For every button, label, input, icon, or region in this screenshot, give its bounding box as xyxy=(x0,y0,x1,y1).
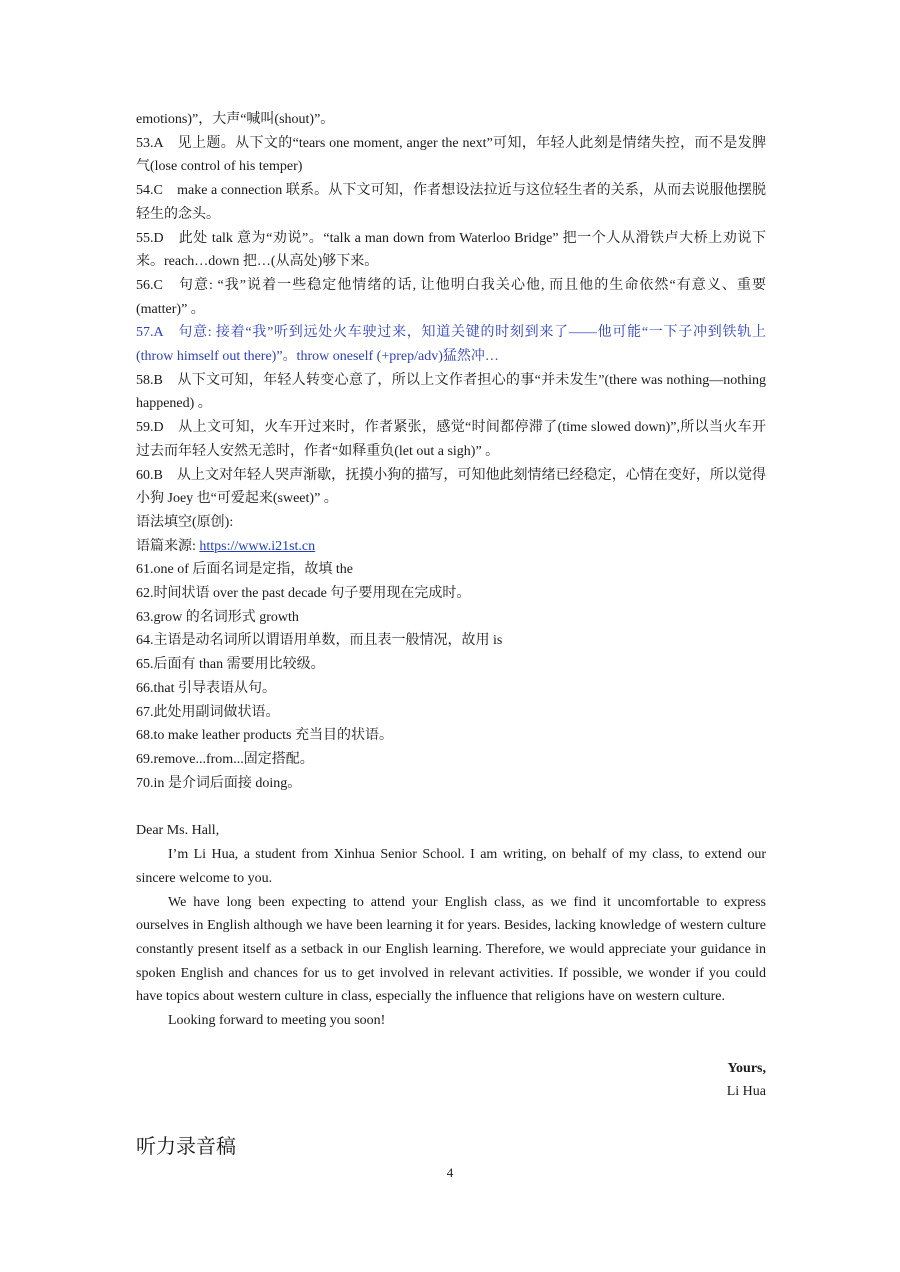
grammar-item-62: 62.时间状语 over the past decade 句子要用现在完成时。 xyxy=(136,586,471,602)
page-number: 4 xyxy=(446,1165,454,1180)
grammar-item-63: 63.grow 的名词形式 growth xyxy=(136,609,299,625)
grammar-item-61: 61.one of 后面名词是定指，故填 the xyxy=(136,562,353,578)
answer-53: 53.A 见上题。从下文的“tears one moment, anger the next”可知，年轻人此刻是情绪失控，而不是发脾气(lose control of his temper) xyxy=(136,135,766,175)
answer-60: 60.B 从上文对年轻人哭声渐歇，抚摸小狗的描写，可知他此刻情绪已经稳定，心情在变好，所以觉得小狗 Joey 也“可爱起来(sweet)” 。 xyxy=(136,467,766,507)
answer-55: 55.D 此处 talk 意为“劝说”。“talk a man down from Waterloo Bridge” 把一个人从滑铁卢大桥上劝说下来。reach…down 把…(从高处)够下来。 xyxy=(136,230,766,270)
grammar-item-65: 65.后面有 than 需要用比较级。 xyxy=(136,657,325,673)
page-content xyxy=(136,108,766,1104)
spacer xyxy=(136,795,766,819)
grammar-source xyxy=(136,535,766,559)
grammar-item-66: 66.that 引导表语从句。 xyxy=(136,680,276,696)
letter-closing: Yours, xyxy=(727,1060,766,1076)
answer-58: 58.B 从下文可知，年轻人转变心意了，所以上文作者担心的事“并未发生”(there was nothing—nothing happened) 。 xyxy=(136,372,766,412)
letter-paragraph: I’m Li Hua, a student from Xinhua Senior School. I am writing, on behalf of my class, to extend our sincere welcome to you. xyxy=(136,847,766,886)
grammar-title: 语法填空(原创): xyxy=(136,514,234,530)
letter-signature: Li Hua xyxy=(726,1084,766,1100)
section-heading: 听力录音稿 xyxy=(136,1136,236,1158)
answer-54: 54.C make a connection 联系。从下文可知，作者想设法拉近与这位轻生者的关系，从而去说服他摆脱轻生的念头。 xyxy=(136,183,766,222)
letter-paragraph: Looking forward to meeting you soon! xyxy=(168,1013,386,1029)
answer-57: 57.A 句意: 接着“我”听到远处火车驶过来，知道关键的时刻到来了——他可能“一下子冲到铁轨上(throw himself out there)”。throw oneself (+prep/adv)猛然冲… xyxy=(136,325,766,365)
source-link[interactable]: https://www.i21st.cn xyxy=(199,538,316,554)
grammar-item-64: 64.主语是动名词所以谓语用单数，而且表一般情况，故用 is xyxy=(136,633,503,649)
answer-line: emotions)”，大声“喊叫(shout)”。 xyxy=(136,112,335,127)
grammar-item-67: 67.此处用副词做状语。 xyxy=(136,704,280,720)
answer-59: 59.D 从上文可知，火车开过来时，作者紧张，感觉“时间都停滞了(time slowed down)”,所以当火车开过去而年轻人安然无恙时，作者“如释重负(let out a sigh)” 。 xyxy=(136,420,766,459)
grammar-item-70: 70.in 是介词后面接 doing。 xyxy=(136,775,302,791)
spacer xyxy=(136,1033,766,1057)
grammar-item-69: 69.remove...from...固定搭配。 xyxy=(136,751,314,767)
letter-paragraph: We have long been expecting to attend your English class, as we find it uncomfortable to express ourselves in English although we have been learning it for years. Besides, lacking knowledge of western culture constantly present itself as a setback in our English learning. Therefore, we would appreciate your guidance in spoken English and chances for us to get involved in relevant activities. If possible, we wonder if you could have topics about western culture in class, especially the influence that religions have on western culture. xyxy=(136,894,766,1005)
grammar-item-68: 68.to make leather products 充当目的状语。 xyxy=(136,728,394,744)
letter-salutation: Dear Ms. Hall, xyxy=(136,823,220,839)
source-label: 语篇来源: xyxy=(136,538,200,554)
answer-56: 56.C 句意: “我”说着一些稳定他情绪的话, 让他明白我关心他, 而且他的生命依然“有意义、重要(matter)” 。 xyxy=(136,277,766,317)
